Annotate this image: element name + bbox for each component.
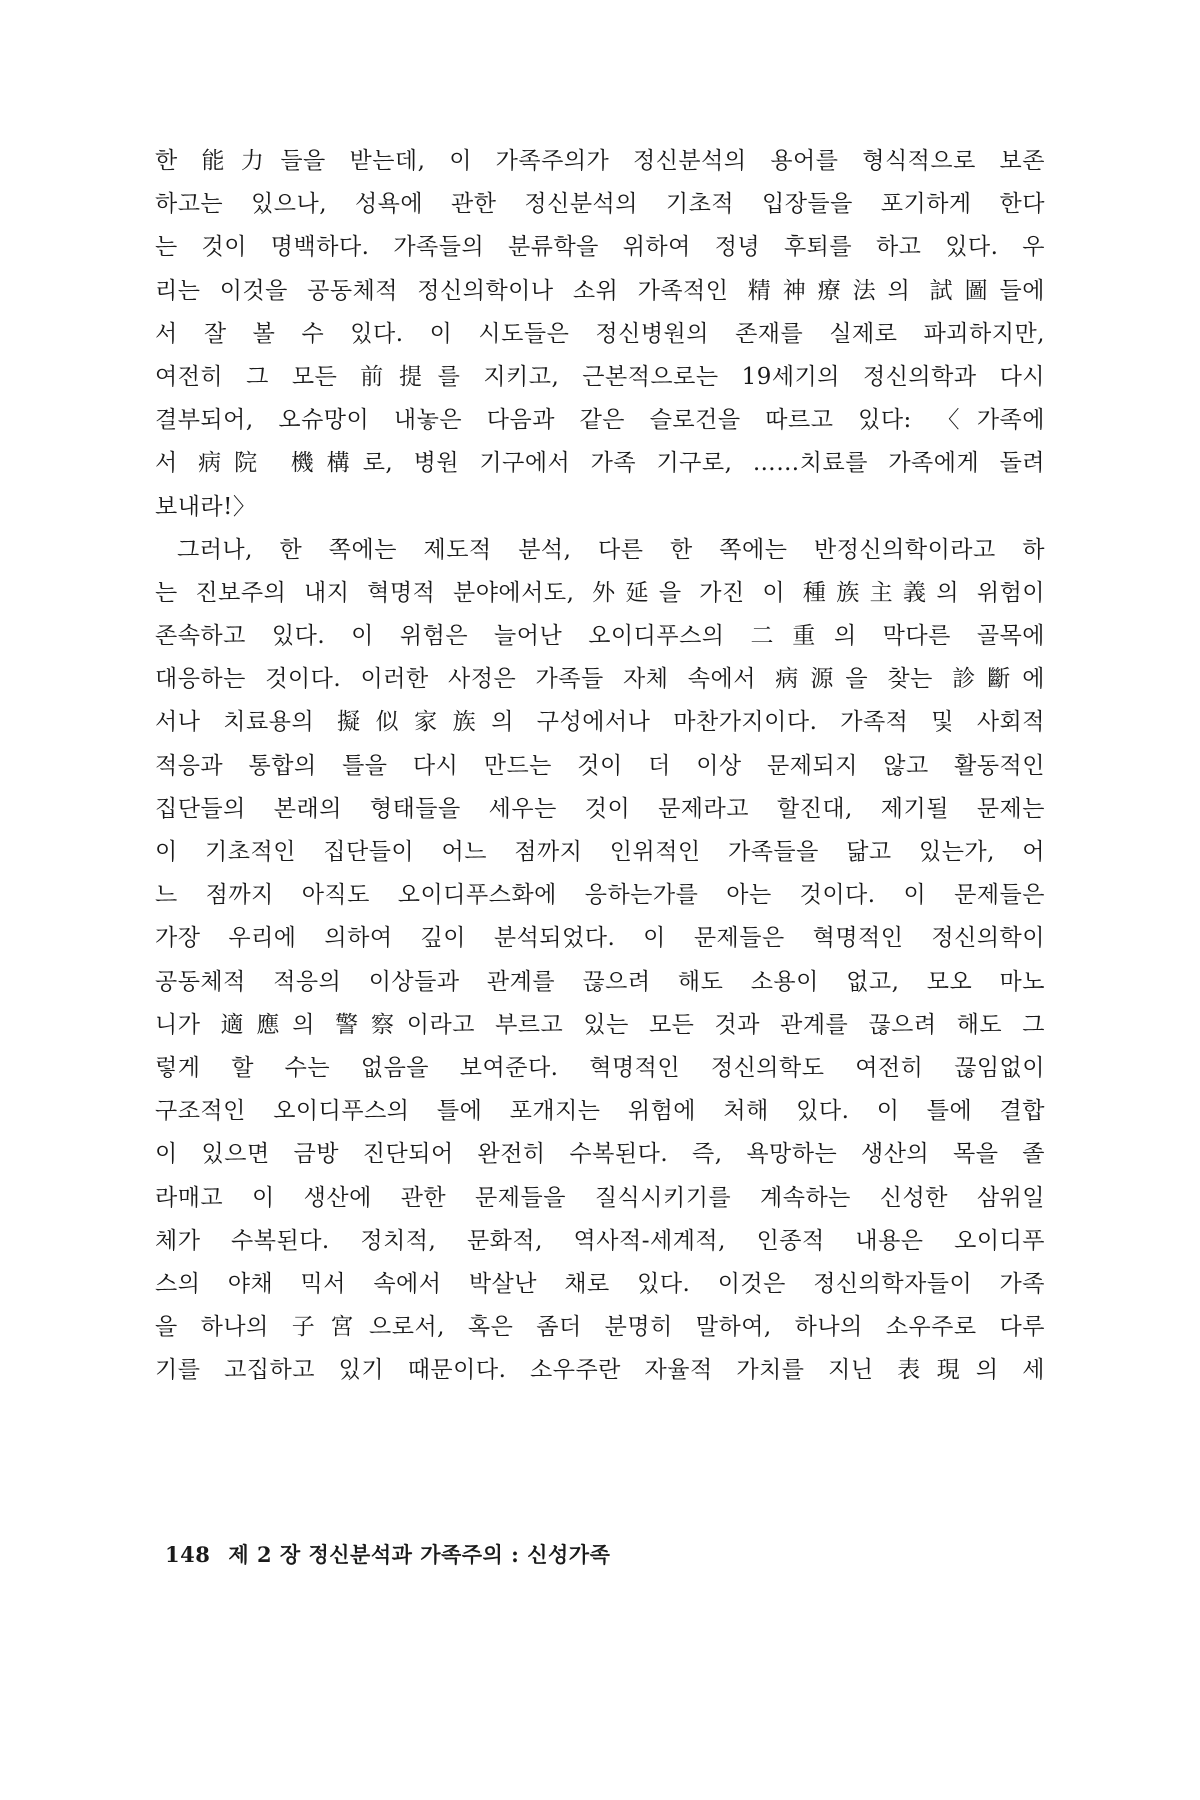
text-line-content: 는 진보주의 내지 혁명적 분야에서도, 外延을 가진 이 種族主義의 위험이 — [155, 579, 1045, 606]
text-line-content: 니가 適應의 警察이라고 부르고 있는 모든 것과 관계를 끊으려 해도 그 — [155, 1011, 1045, 1038]
text-line-content: 공동체적 적응의 이상들과 관계를 끊으려 해도 소용이 없고, 모오 마노 — [155, 968, 1045, 995]
text-line-content: 구조적인 오이디푸스의 틀에 포개지는 위험에 처해 있다. 이 틀에 결합 — [155, 1098, 1045, 1125]
text-line-content: 가장 우리에 의하여 깊이 분석되었다. 이 문제들은 혁명적인 정신의학이 — [155, 925, 1045, 952]
text-line — [155, 658, 1045, 701]
text-line — [155, 1306, 1045, 1349]
text-line-content: 하고는 있으나, 성욕에 관한 정신분석의 기초적 입장들을 포기하게 한다 — [155, 191, 1045, 218]
text-line — [155, 442, 1045, 485]
text-line-content: 라매고 이 생산에 관한 문제들을 질식시키기를 계속하는 신성한 삼위일 — [155, 1184, 1045, 1211]
text-line-content: 대응하는 것이다. 이러한 사정은 가족들 자체 속에서 病源을 찾는 診斷에 — [155, 666, 1045, 693]
text-line-content: 스의 야채 믹서 속에서 박살난 채로 있다. 이것은 정신의학자들이 가족 — [155, 1270, 1045, 1297]
text-line — [155, 1004, 1045, 1047]
page-number: 148 — [165, 1542, 211, 1567]
text-line — [155, 1090, 1045, 1133]
text-line — [155, 874, 1045, 917]
text-line — [155, 615, 1045, 658]
text-line — [155, 486, 1045, 529]
text-line-content: 렇게 할 수는 없음을 보여준다. 혁명적인 정신의학도 여전히 끊임없이 — [155, 1054, 1045, 1081]
text-line-content: 을 하나의 子宮으로서, 혹은 좀더 분명히 말하여, 하나의 소우주로 다루 — [155, 1314, 1045, 1341]
text-line — [155, 529, 1045, 572]
text-line-content: 그러나, 한 쪽에는 제도적 분석, 다른 한 쪽에는 반정신의학이라고 하 — [177, 536, 1045, 563]
text-line — [155, 399, 1045, 442]
text-line-content: 적응과 통합의 틀을 다시 만드는 것이 더 이상 문제되지 않고 활동적인 — [155, 752, 1045, 779]
text-line — [155, 701, 1045, 744]
text-line-content: 한 能力들을 받는데, 이 가족주의가 정신분석의 용어를 형식적으로 보존 — [155, 148, 1045, 174]
body-text — [155, 140, 1045, 1392]
text-line-content: 는 것이 명백하다. 가족들의 분류학을 위하여 정녕 후퇴를 하고 있다. 우 — [155, 234, 1045, 261]
text-line-content: 여전히 그 모든 前提를 지키고, 근본적으로는 19세기의 정신의학과 다시 — [155, 363, 1045, 390]
text-line-content: 체가 수복된다. 정치적, 문화적, 역사적-세계적, 인종적 내용은 오이디푸 — [155, 1227, 1045, 1254]
text-line — [155, 788, 1045, 831]
text-line — [155, 313, 1045, 356]
text-line-content: 느 점까지 아직도 오이디푸스화에 응하는가를 아는 것이다. 이 문제들은 — [155, 882, 1045, 909]
text-line — [155, 226, 1045, 269]
text-line — [155, 270, 1045, 313]
text-line — [155, 1349, 1045, 1392]
text-line — [155, 1177, 1045, 1220]
text-line-content: 리는 이것을 공동체적 정신의학이나 소위 가족적인 精神療法의 試圖들에 — [155, 277, 1045, 304]
text-line — [155, 831, 1045, 874]
text-line — [155, 183, 1045, 226]
text-line — [155, 356, 1045, 399]
text-line — [155, 961, 1045, 1004]
text-line-content: 집단들의 본래의 형태들을 세우는 것이 문제라고 할진대, 제기될 문제는 — [155, 795, 1045, 822]
text-line-content: 서 病院 機構로, 병원 기구에서 가족 기구로, ……치료를 가족에게 돌려 — [155, 450, 1045, 477]
page-footer — [165, 1540, 610, 1570]
running-head: 제 2 장 정신분석과 가족주의 : 신성가족 — [228, 1542, 611, 1567]
text-line-content: 이 기초적인 집단들이 어느 점까지 인위적인 가족들을 닮고 있는가, 어 — [155, 839, 1045, 865]
text-line — [155, 1263, 1045, 1306]
text-line — [155, 917, 1045, 960]
text-line-content: 이 있으면 금방 진단되어 완전히 수복된다. 즉, 욕망하는 생산의 목을 졸 — [155, 1141, 1045, 1168]
text-line-content: 기를 고집하고 있기 때문이다. 소우주란 자율적 가치를 지닌 表現의 세 — [155, 1357, 1045, 1384]
text-line — [155, 140, 1045, 183]
text-line-content: 존속하고 있다. 이 위험은 늘어난 오이디푸스의 二重의 막다른 골목에 — [155, 623, 1045, 650]
text-line — [155, 1047, 1045, 1090]
text-line — [155, 745, 1045, 788]
text-line-content: 보내라!〉 — [155, 493, 257, 520]
text-line — [155, 1220, 1045, 1263]
text-line — [155, 572, 1045, 615]
text-line-content: 서 잘 볼 수 있다. 이 시도들은 정신병원의 존재를 실제로 파괴하지만, — [155, 320, 1045, 347]
text-line — [155, 1133, 1045, 1176]
text-line-content: 서나 치료용의 擬似家族의 구성에서나 마찬가지이다. 가족적 및 사회적 — [155, 709, 1045, 736]
text-line-content: 결부되어, 오슈망이 내놓은 다음과 같은 슬로건을 따르고 있다: 〈가족에 — [155, 407, 1045, 434]
